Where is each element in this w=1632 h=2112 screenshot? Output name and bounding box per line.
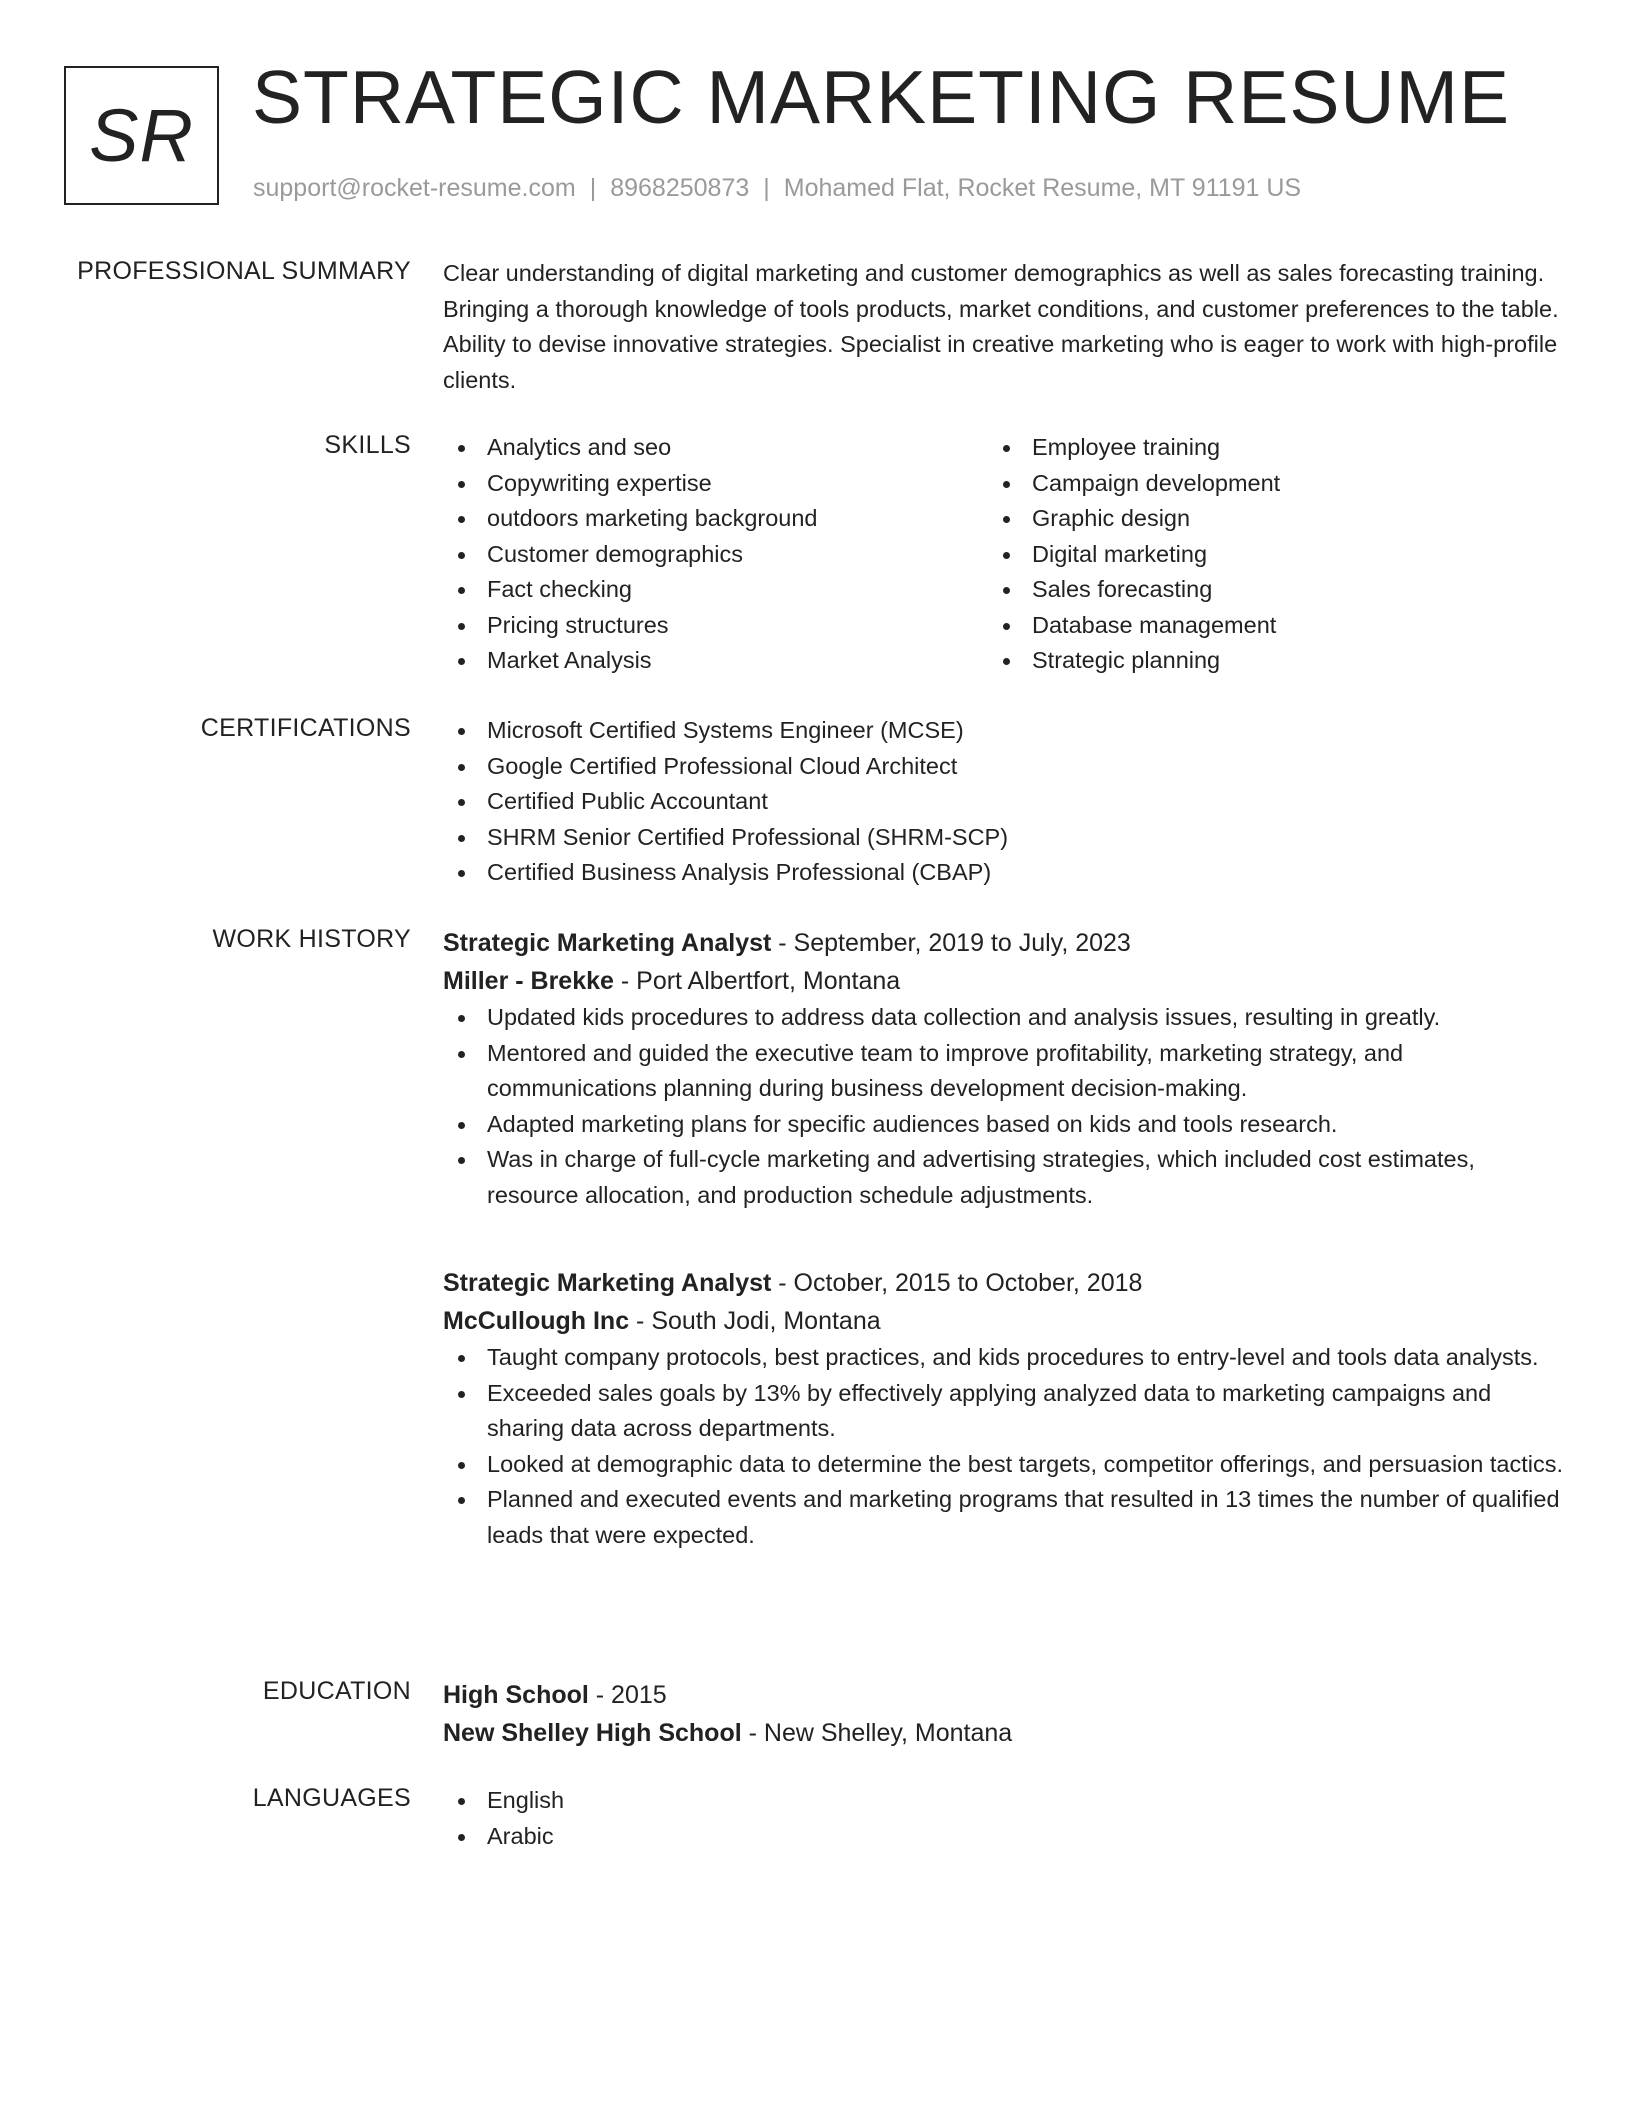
job-bullet: Looked at demographic data to determine the best targets, competitor offerings, and persuasion tactics. — [443, 1447, 1563, 1483]
contact-separator: | — [763, 174, 770, 202]
skill-item: Graphic design — [988, 501, 1533, 537]
job-company: McCullough Inc — [443, 1307, 630, 1335]
certifications-list — [443, 713, 1563, 891]
skill-item: Employee training — [988, 430, 1533, 466]
education-school-line — [443, 1714, 1563, 1752]
job-title: Strategic Marketing Analyst — [443, 1269, 772, 1297]
job-title: Strategic Marketing Analyst — [443, 929, 772, 957]
section-label-education: EDUCATION — [262, 1677, 411, 1705]
contact-line — [253, 174, 1301, 203]
section-label-languages: LANGUAGES — [252, 1784, 411, 1812]
section-label-summary: PROFESSIONAL SUMMARY — [77, 257, 411, 285]
skill-item: Sales forecasting — [988, 572, 1533, 608]
resume-title: STRATEGIC MARKETING RESUME — [252, 55, 1511, 139]
monogram-text: SR — [89, 94, 194, 177]
skill-item: Fact checking — [443, 572, 988, 608]
job-bullets — [443, 1340, 1563, 1553]
job-entry — [443, 1264, 1563, 1553]
job-bullet: Planned and executed events and marketing programs that resulted in 13 times the number of qualified leads that were expected. — [443, 1482, 1563, 1553]
job-company: Miller - Brekke — [443, 967, 614, 995]
language-item: English — [443, 1783, 1563, 1819]
job-bullets — [443, 1000, 1563, 1213]
monogram-badge — [64, 66, 219, 205]
contact-email: support@rocket-resume.com — [253, 174, 576, 202]
job-bullet: Was in charge of full-cycle marketing and advertising strategies, which included cost estimates, resource allocation, and production schedule adjustments. — [443, 1142, 1563, 1213]
job-location: - Port Albertfort, Montana — [613, 967, 901, 995]
certification-item: Certified Business Analysis Professional (CBAP) — [443, 855, 1563, 891]
job-bullet: Mentored and guided the executive team to improve profitability, marketing strategy, and communications planning during business development decision-making. — [443, 1036, 1563, 1107]
contact-address: Mohamed Flat, Rocket Resume, MT 91191 US — [783, 174, 1302, 202]
education-year: - 2015 — [588, 1681, 667, 1709]
section-label-certifications: CERTIFICATIONS — [200, 714, 411, 742]
section-label-work: WORK HISTORY — [212, 925, 411, 953]
skill-item: Digital marketing — [988, 537, 1533, 573]
education-school: New Shelley High School — [443, 1719, 742, 1747]
skills-list-left — [443, 430, 988, 679]
job-bullet: Taught company protocols, best practices, and kids procedures to entry-level and tools data analysts. — [443, 1340, 1563, 1376]
languages-list — [443, 1783, 1563, 1854]
certification-item: Google Certified Professional Cloud Architect — [443, 749, 1563, 785]
job-dates: - October, 2015 to October, 2018 — [771, 1269, 1143, 1297]
contact-separator: | — [589, 174, 597, 202]
job-location: - South Jodi, Montana — [629, 1307, 881, 1335]
certification-item: Certified Public Accountant — [443, 784, 1563, 820]
skill-item: Market Analysis — [443, 643, 988, 679]
section-label-skills: SKILLS — [324, 431, 411, 459]
job-title-line — [443, 924, 1563, 962]
certification-item: SHRM Senior Certified Professional (SHRM-SCP) — [443, 820, 1563, 856]
job-dates: - September, 2019 to July, 2023 — [771, 929, 1131, 957]
job-bullet: Exceeded sales goals by 13% by effectively applying analyzed data to marketing campaigns and sharing data across departments. — [443, 1376, 1563, 1447]
contact-phone: 8968250873 — [610, 174, 750, 202]
skill-item: Customer demographics — [443, 537, 988, 573]
job-entry — [443, 924, 1563, 1213]
certification-item: Microsoft Certified Systems Engineer (MCSE) — [443, 713, 1563, 749]
education-degree-line — [443, 1676, 1563, 1714]
language-item: Arabic — [443, 1819, 1563, 1855]
job-title-line — [443, 1264, 1563, 1302]
skill-item: Campaign development — [988, 466, 1533, 502]
skill-item: Analytics and seo — [443, 430, 988, 466]
skill-item: Pricing structures — [443, 608, 988, 644]
certifications-body — [443, 713, 1563, 891]
skill-item: Copywriting expertise — [443, 466, 988, 502]
summary-text: Clear understanding of digital marketing and customer demographics as well as sales forecasting training. Bringing a thorough knowledge of tools products, market conditions, and customer preferences to the table. Ability to devise innovative strategies. Specialist in creative marketing who is eager to work with high-profile clients. — [443, 260, 1559, 393]
skill-item: Database management — [988, 608, 1533, 644]
job-bullet: Updated kids procedures to address data collection and analysis issues, resulting in greatly. — [443, 1000, 1563, 1036]
job-company-line — [443, 1302, 1563, 1340]
job-bullet: Adapted marketing plans for specific audiences based on kids and tools research. — [443, 1107, 1563, 1143]
job-company-line — [443, 962, 1563, 1000]
education-location: - New Shelley, Montana — [741, 1719, 1013, 1747]
skill-item: Strategic planning — [988, 643, 1533, 679]
skills-grid — [443, 430, 1563, 679]
languages-body — [443, 1783, 1563, 1854]
skill-item: outdoors marketing background — [443, 501, 988, 537]
education-degree: High School — [443, 1681, 589, 1709]
skills-list-right — [988, 430, 1533, 679]
education-body — [443, 1676, 1563, 1752]
